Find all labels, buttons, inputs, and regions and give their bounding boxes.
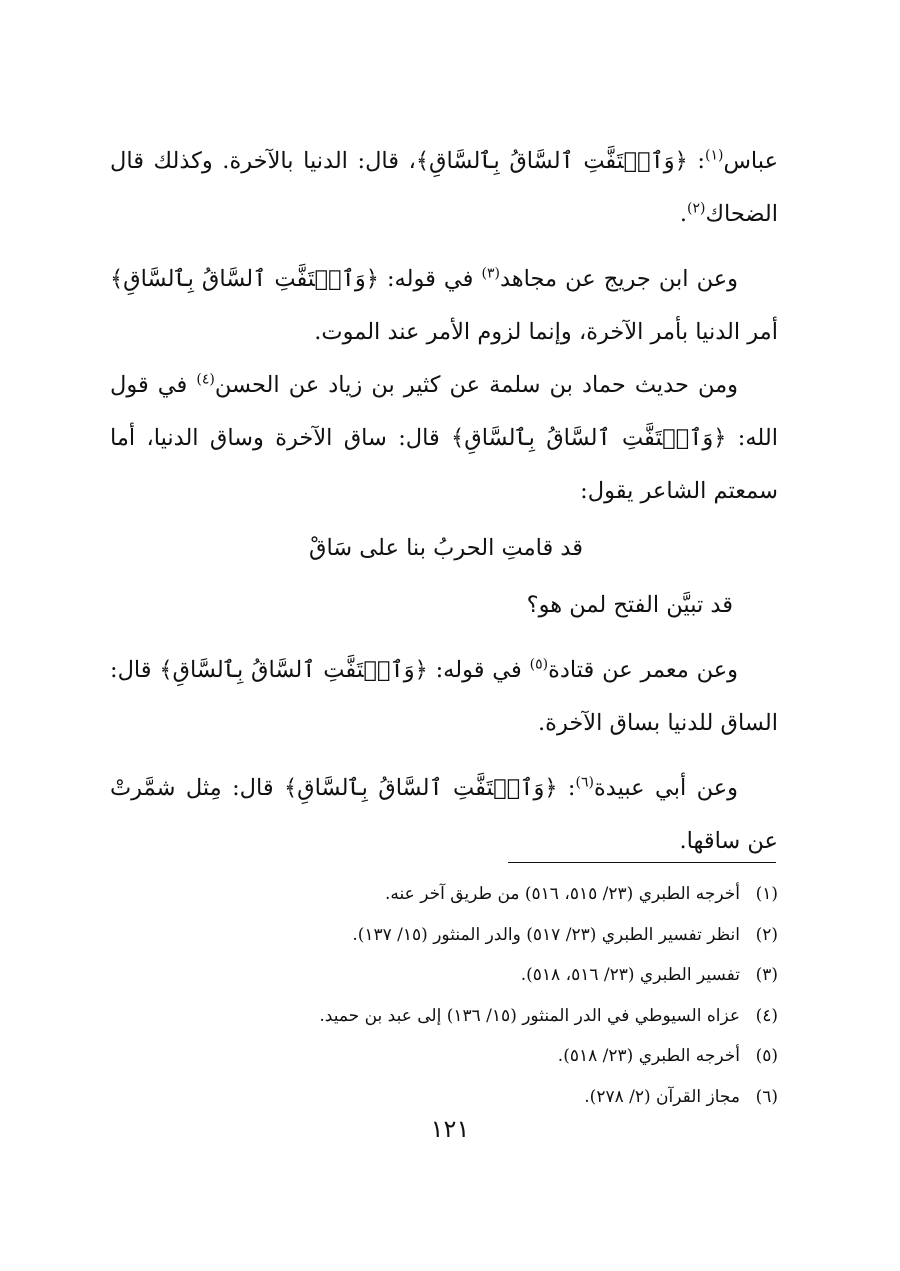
poetry-line-1: قد قامتِ الحربُ بنا على سَاقْ (308, 535, 583, 561)
footnote-separator (508, 862, 776, 863)
paragraph-1 (110, 135, 778, 241)
footnote-number: (٢) (755, 924, 778, 945)
paragraph-text: في قوله: (427, 657, 530, 683)
poetry-line-2: قد تبيَّن الفتح لمن هو؟ (526, 592, 733, 618)
paragraph-text: ، قال: الدنيا بالآخرة. وكذلك قال الضحاك (110, 148, 778, 227)
paragraph-text: قال: ساق الآخرة وساق الدنيا، أما سمعتم الشاعر يقول: (110, 425, 778, 504)
quran-verse: ﴿وَٱلۡتَفَّتِ ٱلسَّاقُ بِٱلسَّاقِ﴾ (159, 657, 428, 683)
paragraph-text: قال: مِثل شمَّرتْ عن ساقها. (110, 775, 778, 854)
footnote-number: (٦) (755, 1086, 778, 1107)
paragraph-text: عباس (723, 148, 778, 174)
paragraph-text: ومن حديث حماد بن سلمة عن كثير بن زياد عن الحسن (214, 372, 738, 398)
quran-verse: ﴿وَٱلۡتَفَّتِ ٱلسَّاقُ بِٱلسَّاقِ﴾ (415, 148, 688, 174)
footnote-text: مجاز القرآن (٢/ ٢٧٨). (584, 1086, 740, 1107)
main-text (110, 135, 778, 868)
footnote-item (110, 915, 778, 956)
paragraph-text: في قول الله: (110, 372, 778, 451)
footnote-ref[interactable]: (٢) (686, 200, 706, 217)
footnote-ref[interactable]: (٥) (529, 656, 549, 673)
paragraph-2 (110, 253, 778, 359)
footnote-text: أخرجه الطبري (٢٣/ ٥١٥، ٥١٦) من طريق آخر عنه. (385, 884, 740, 904)
paragraph-text: أمر الدنيا بأمر الآخرة، وإنما لزوم الأمر عند الموت. (314, 319, 778, 345)
footnote-item (110, 996, 778, 1037)
quran-verse: ﴿وَٱلۡتَفَّتِ ٱلسَّاقُ بِٱلسَّاقِ﴾ (284, 775, 558, 801)
footnote-number: (٤) (755, 1005, 778, 1026)
paragraph-5 (110, 762, 778, 868)
paragraph-3 (110, 359, 778, 518)
page-number: ١٢١ (430, 1115, 470, 1143)
paragraph-text: في قوله: (378, 266, 482, 292)
paragraph-text: وعن أبي عبيدة (593, 775, 738, 801)
footnote-number: (٣) (755, 965, 778, 985)
footnotes-list (110, 874, 778, 1117)
footnote-item (110, 874, 778, 915)
paragraph-text: قال: الساق للدنيا بساق الآخرة. (110, 657, 778, 736)
paragraph-text: : (687, 148, 705, 174)
footnote-text: أخرجه الطبري (٢٣/ ٥١٨). (557, 1046, 740, 1066)
paragraph-text: : (557, 775, 576, 801)
paragraph-text: وعن ابن جريج عن مجاهد (499, 266, 739, 292)
footnote-text: تفسير الطبري (٢٣/ ٥١٦، ٥١٨). (520, 965, 740, 985)
quran-verse: ﴿وَٱلۡتَفَّتِ ٱلسَّاقُ بِٱلسَّاقِ﴾ (451, 425, 727, 451)
footnote-text: عزاه السيوطي في الدر المنثور (١٥/ ١٣٦) إلى عبد بن حميد. (319, 1005, 740, 1026)
footnote-ref[interactable]: (١) (704, 147, 724, 164)
footnote-text: انظر تفسير الطبري (٢٣/ ٥١٧) والدر المنثور (١٥/ ١٣٧). (352, 924, 740, 945)
paragraph-text: . (679, 201, 687, 227)
footnote-item (110, 1077, 778, 1118)
paragraph-text: وعن معمر عن قتادة (548, 657, 738, 683)
footnote-item (110, 955, 778, 996)
footnote-number: (٥) (755, 1046, 778, 1066)
footnote-number: (١) (755, 884, 778, 904)
footnote-ref[interactable]: (٦) (575, 774, 594, 791)
footnote-ref[interactable]: (٣) (481, 265, 500, 282)
footnote-ref[interactable]: (٤) (196, 371, 215, 388)
quran-verse: ﴿وَٱلۡتَفَّتِ ٱلسَّاقُ بِٱلسَّاقِ﴾ (110, 266, 379, 292)
footnote-item (110, 1036, 778, 1077)
paragraph-4 (110, 644, 778, 750)
